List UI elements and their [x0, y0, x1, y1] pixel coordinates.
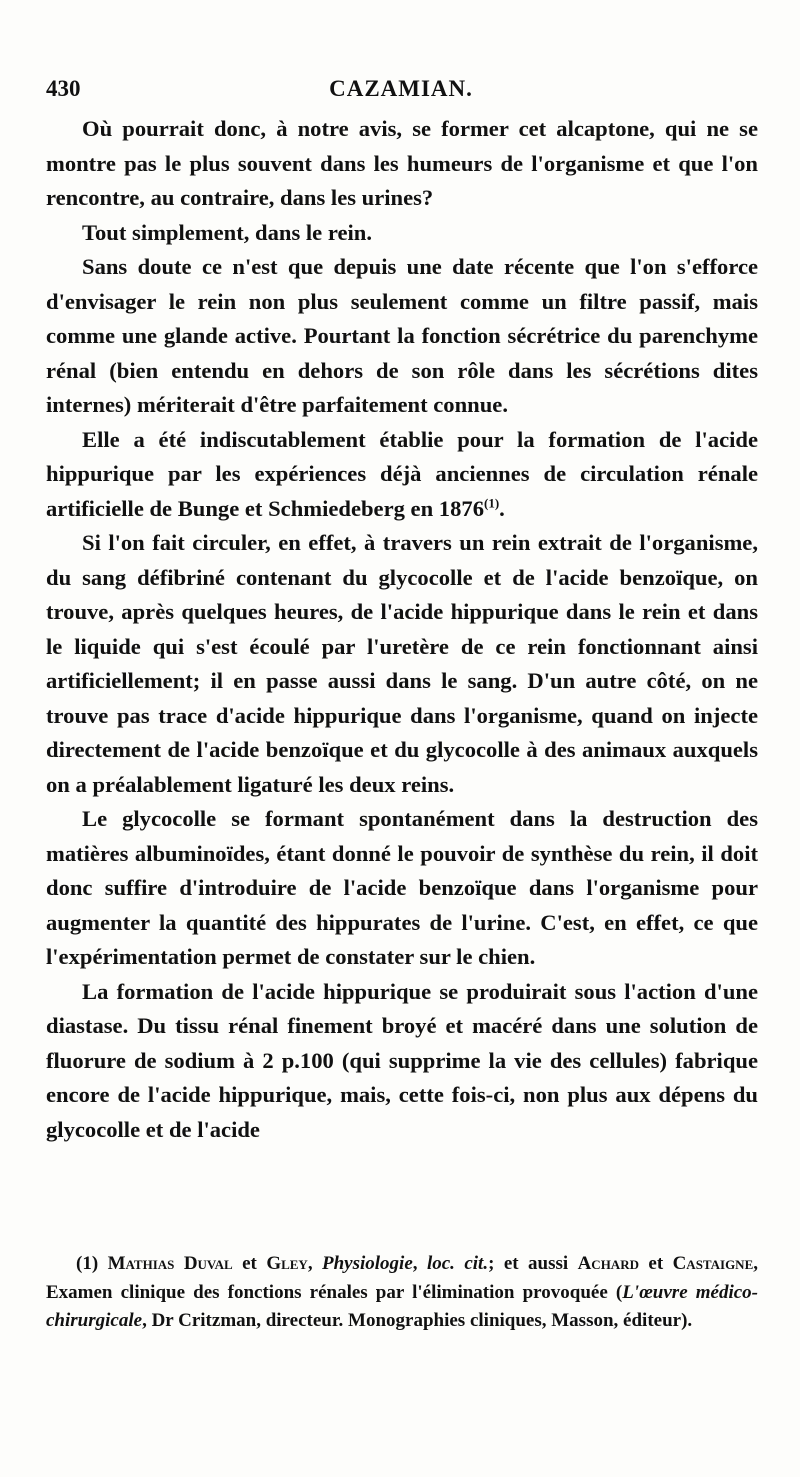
paragraph-4-end: .	[499, 495, 505, 521]
body-text	[46, 112, 758, 1147]
footnote-title: , Examen clinique des fonctions rénales par l'élimination provoquée (	[46, 1253, 758, 1303]
footnote-and-1: et	[242, 1253, 257, 1274]
paragraph-1: Où pourrait donc, à notre avis, se former cet alcaptone, qui ne se montre pas le plus souvent dans les humeurs de l'organisme et que l'on rencontre, au contraire, dans les urines?	[46, 116, 758, 210]
paragraph-4-text: Elle a été indiscutablement établie pour la formation de l'acide hippurique par les expériences déjà anciennes de circulation rénale artificielle de Bunge et Schmiedeberg en 1876	[46, 426, 758, 521]
paragraph-5: Si l'on fait circuler, en effet, à travers un rein extrait de l'organisme, du sang défibriné contenant du glycocolle et de l'acide benzoïque, on trouve, après quelques heures, de l'acide hippurique dans le rein et dans le liquide qui s'est écoulé par l'uretère de ce rein fonctionnant ainsi artificiellement; il en passe aussi dans le sang. D'un autre côté, on ne trouve pas trace d'acide hippurique dans l'organisme, quand on injecte directement de l'acide benzoïque et du glycocolle à des animaux auxquels on a préalablement ligaturé les deux reins.	[46, 530, 758, 797]
footnote-loc-cit: loc. cit.	[426, 1253, 489, 1274]
page-header	[46, 76, 756, 106]
paragraph-7: La formation de l'acide hippurique se produirait sous l'action d'une diastase. Du tissu rénal finement broyé et macéré dans une solution de fluorure de sodium à 2 p.100 (qui supprime la vie des cellules) fabrique encore de l'acide hippurique, mais, cette fois-ci, non plus aux dépens du glycocolle et de l'acide	[46, 978, 758, 1142]
footnote-author-2: Gley	[266, 1253, 308, 1274]
footnote: (1) Mathias Duval et Gley, Physiologie, loc. cit.; et aussi Achard et Castaigne, Examen clinique des fonctions rénales par l'élimination provoquée (L'œuvre médico-chirurgicale, Dr Critzman, directeur. Monographies cliniques, Masson, éditeur).	[46, 1253, 759, 1331]
footnote-author-4: Castaigne	[672, 1253, 754, 1274]
footnote-and-2: et	[648, 1253, 664, 1274]
footnote-reference: (1)	[484, 494, 500, 510]
footnote-series: L'œuvre médico-chirurgicale	[46, 1281, 759, 1331]
running-head: CAZAMIAN.	[329, 76, 473, 101]
paragraph-3: Sans doute ce n'est que depuis une date récente que l'on s'efforce d'envisager le rein non plus seulement comme un filtre passif, mais comme une glande active. Pourtant la fonction sécrétrice du parenchyme rénal (bien entendu en dehors de son rôle dans les sécrétions dites internes) mériterait d'être parfaitement connue.	[46, 254, 758, 417]
paragraph-2: Tout simplement, dans le rein.	[82, 219, 372, 245]
paragraph-6: Le glycocolle se formant spontanément dans la destruction des matières albuminoïdes, étant donné le pouvoir de synthèse du rein, il doit donc suffire d'introduire de l'acide benzoïque dans l'organisme pour augmenter la quantité des hippurates de l'urine. C'est, en effet, ce que l'expérimentation permet de constater sur le chien.	[46, 806, 758, 969]
page-number: 430	[46, 76, 81, 101]
footnote-mid: ; et aussi	[488, 1253, 569, 1274]
paragraph-4	[46, 423, 758, 527]
footnote-marker: (1)	[76, 1253, 99, 1274]
footnote-author-1: Mathias Duval	[107, 1253, 233, 1274]
footnote-rest: , Dr Critzman, directeur. Monographies cliniques, Masson, éditeur).	[142, 1310, 693, 1331]
footnote-author-3: Achard	[577, 1253, 639, 1274]
footnote-work: Physiologie	[322, 1253, 413, 1274]
